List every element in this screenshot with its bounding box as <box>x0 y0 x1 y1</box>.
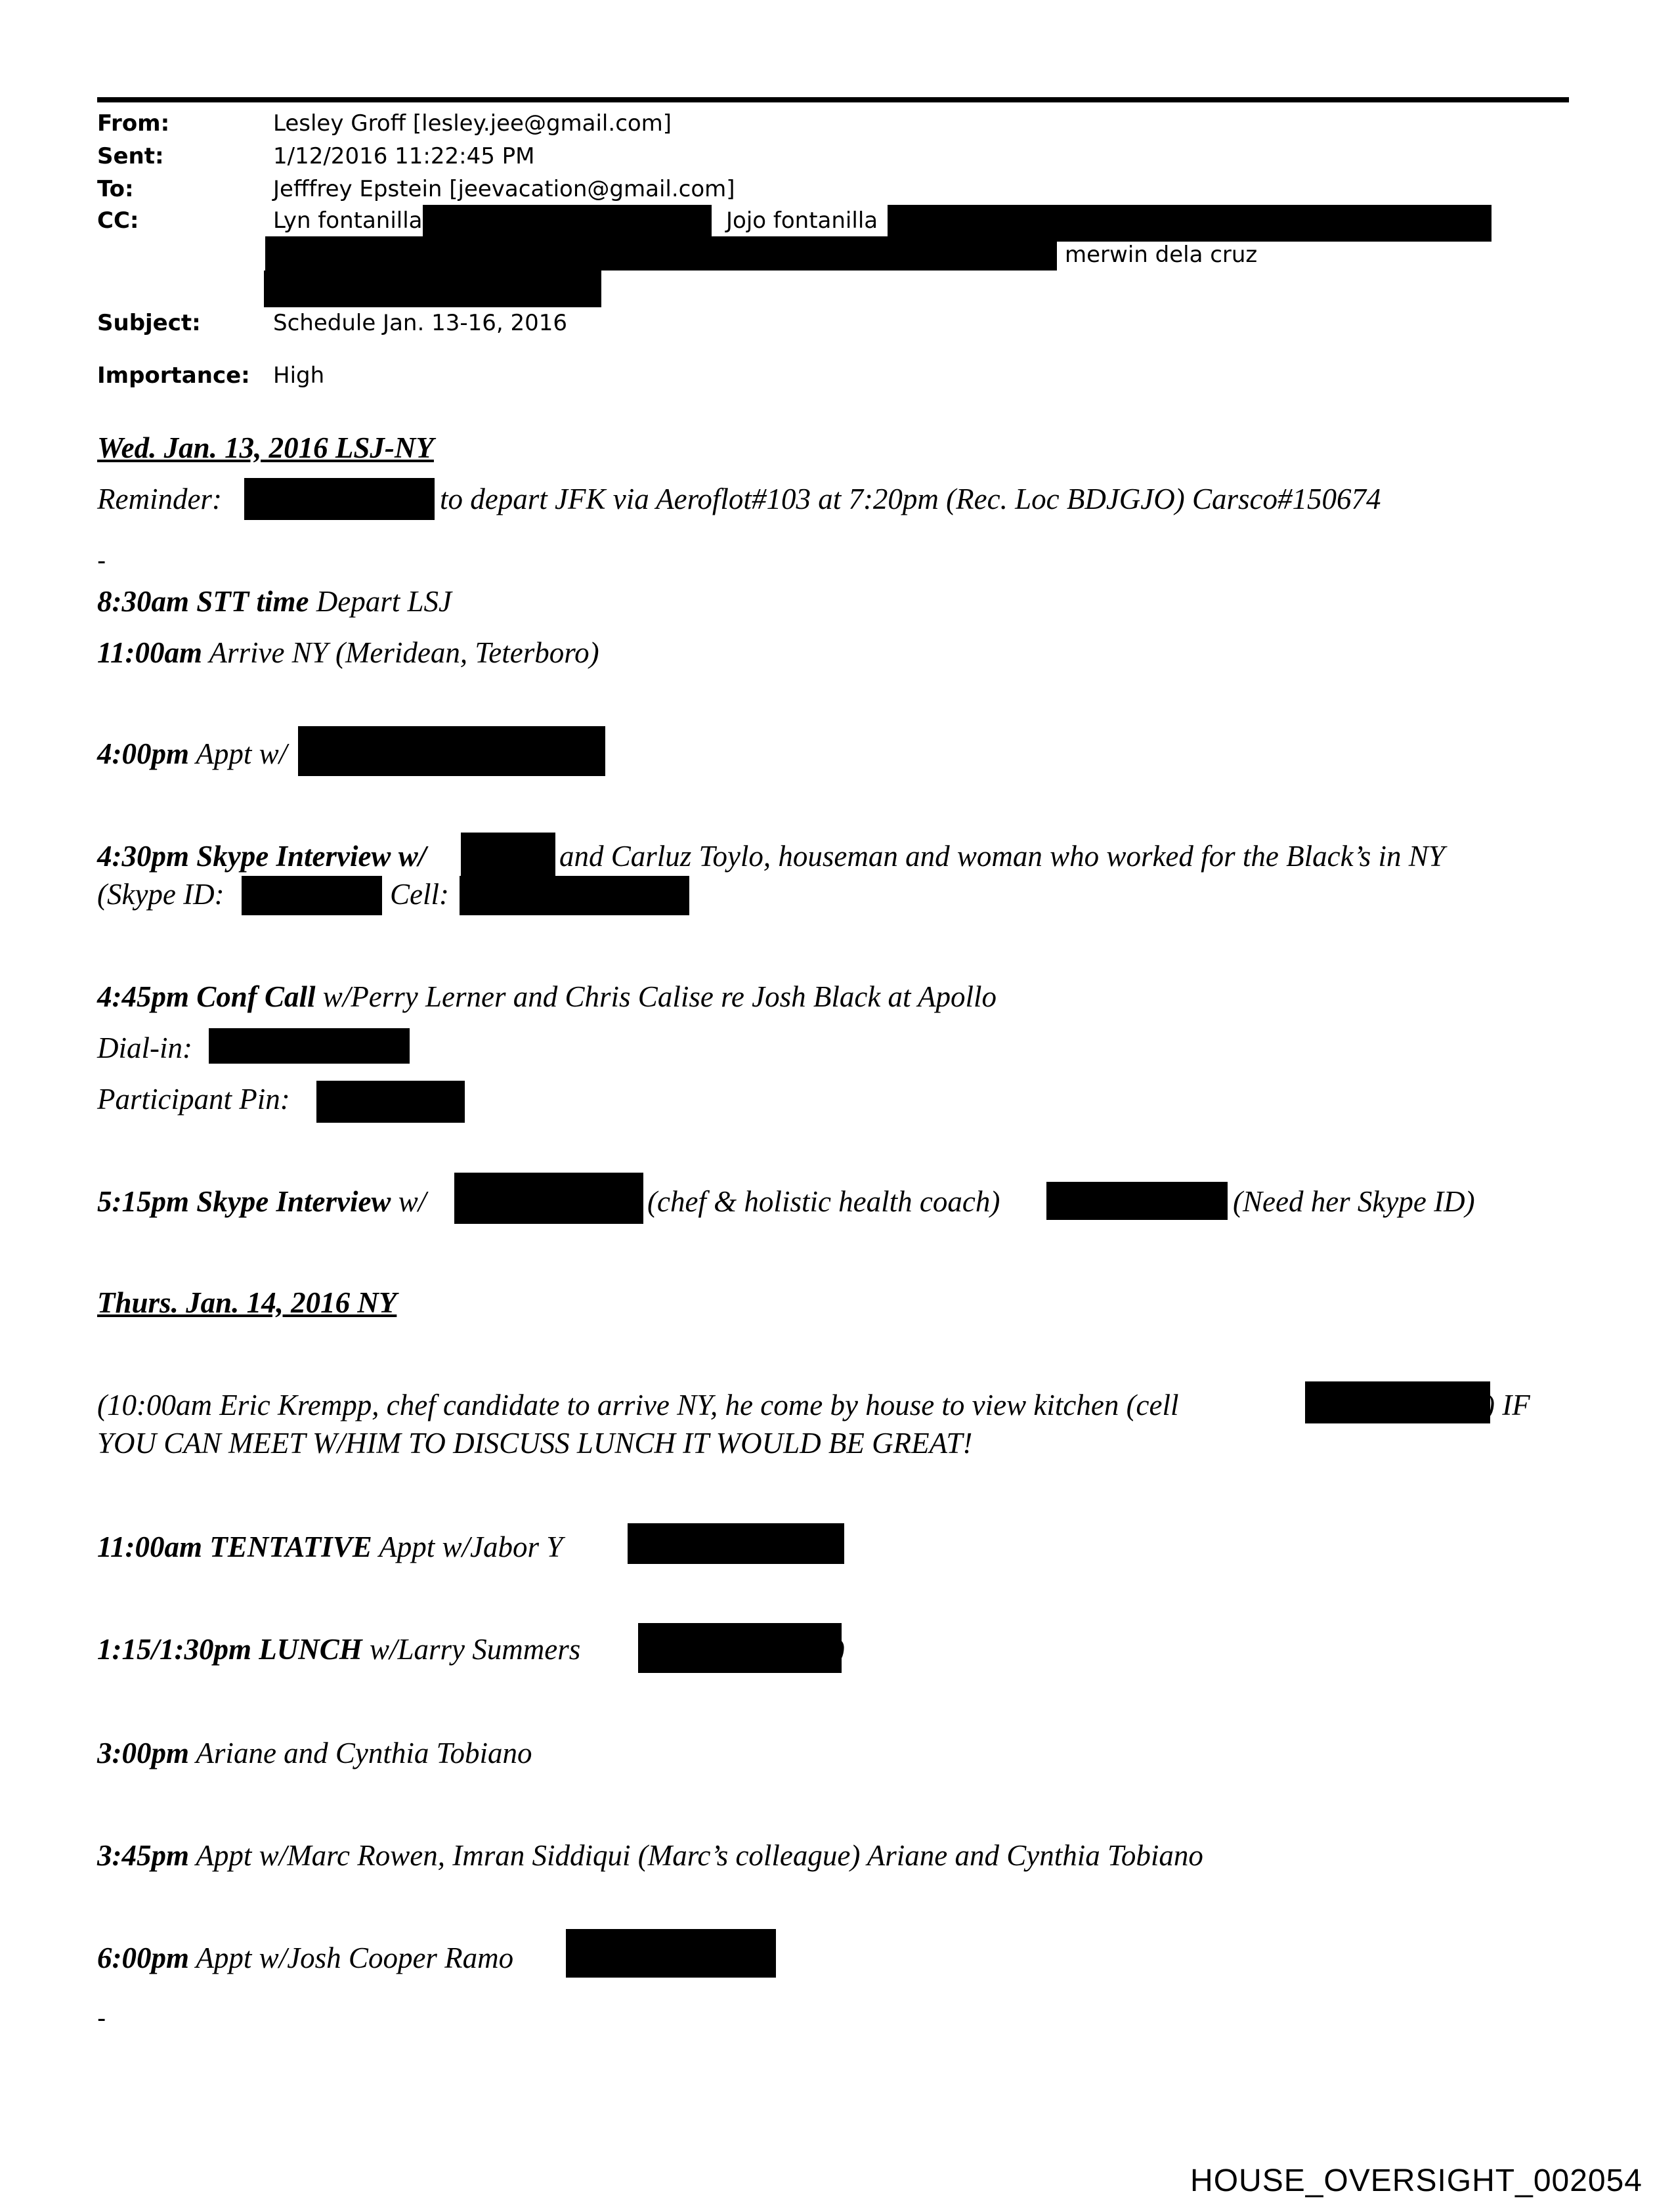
dial-in-label: Dial-in: <box>97 1031 192 1064</box>
item-text: ) <box>835 1633 845 1666</box>
cc-name-1: Lyn fontanilla <box>273 207 423 234</box>
schedule-item <box>97 1736 532 1770</box>
item-time: 4:00pm <box>97 737 189 770</box>
schedule-item-text: ) IF <box>1485 1389 1530 1421</box>
redaction-box <box>460 876 689 915</box>
pin-label: Participant Pin: <box>97 1083 290 1116</box>
item-text: Appt w/Jabor Y <box>372 1530 563 1563</box>
reminder-text: to depart JFK via Aeroflot#103 at 7:20pm (Rec. Loc BDJGJO) Carsco#150674 <box>440 483 1381 515</box>
redaction-box <box>209 1028 410 1064</box>
redaction-box <box>298 726 605 776</box>
item-time: 6:00pm <box>97 1941 189 1974</box>
item-text: (Need her Skype ID) <box>1233 1185 1475 1218</box>
schedule-item <box>97 1184 426 1219</box>
cc-name-3: merwin dela cruz <box>1065 242 1258 268</box>
schedule-item <box>97 980 997 1014</box>
cell-label: Cell: <box>390 878 449 911</box>
schedule-item <box>97 1632 580 1666</box>
item-text: Appt w/Marc Rowen, Imran Siddiqui (Marc’s colleague) Ariane and Cynthia Tobiano <box>189 1839 1203 1872</box>
cc-name-2: Jojo fontanilla <box>726 207 878 234</box>
schedule-item-text: (10:00am Eric Krempp, chef candidate to arrive NY, he come by house to view kitchen (cell <box>97 1389 1179 1421</box>
item-text: Ariane and Cynthia Tobiano <box>189 1737 532 1769</box>
redaction-box <box>566 1929 776 1978</box>
redaction-box <box>461 833 555 877</box>
item-time: 5:15pm Skype Interview <box>97 1185 391 1218</box>
importance-value: High <box>273 362 325 389</box>
item-text: and Carluz Toylo, houseman and woman who worked for the Black’s in NY <box>559 840 1445 873</box>
sent-value: 1/12/2016 11:22:45 PM <box>273 143 535 169</box>
to-label: To: <box>97 176 134 202</box>
bates-number: HOUSE_OVERSIGHT_002054 <box>1190 2163 1642 2198</box>
reminder-label: Reminder: <box>97 483 222 515</box>
redaction-box <box>264 271 601 307</box>
cc-label: CC: <box>97 207 139 234</box>
item-time: 11:00am TENTATIVE <box>97 1530 372 1563</box>
from-value: Lesley Groff [lesley.jee@gmail.com] <box>273 110 672 137</box>
item-time: 3:00pm <box>97 1737 189 1769</box>
redaction-box <box>423 205 712 238</box>
item-time: 4:45pm Conf Call <box>97 980 316 1013</box>
item-text: w/Perry Lerner and Chris Calise re Josh Black at Apollo <box>315 980 997 1013</box>
schedule-item-text: YOU CAN MEET W/HIM TO DISCUSS LUNCH IT WOULD BE GREAT! <box>97 1427 973 1460</box>
redaction-box <box>628 1523 844 1564</box>
day2-heading: Thurs. Jan. 14, 2016 NY <box>97 1286 397 1319</box>
subject-label: Subject: <box>97 310 201 336</box>
item-time: 3:45pm <box>97 1839 189 1872</box>
item-time: 11:00am <box>97 636 203 669</box>
item-text: Appt w/ <box>189 737 288 770</box>
day1-heading: Wed. Jan. 13, 2016 LSJ-NY <box>97 431 434 464</box>
importance-label: Importance: <box>97 362 250 389</box>
subject-value: Schedule Jan. 13-16, 2016 <box>273 310 568 336</box>
redaction-box <box>454 1173 643 1224</box>
separator-dash: - <box>97 546 106 575</box>
redaction-box <box>265 236 1057 271</box>
schedule-item <box>97 737 287 771</box>
schedule-item <box>97 1941 513 1975</box>
item-time: 1:15/1:30pm LUNCH <box>97 1633 362 1666</box>
item-text: w/ <box>391 1185 427 1218</box>
schedule-item <box>97 584 452 618</box>
item-time: 8:30am STT time <box>97 585 309 618</box>
redaction-box <box>638 1623 842 1673</box>
schedule-item <box>97 839 426 873</box>
schedule-item <box>97 636 599 670</box>
schedule-item <box>97 1530 563 1564</box>
redaction-box <box>1046 1182 1228 1220</box>
item-time: 4:30pm Skype Interview w/ <box>97 840 427 873</box>
item-text: (chef & holistic health coach) <box>647 1185 1000 1218</box>
redaction-box <box>316 1081 465 1123</box>
redaction-box <box>244 478 435 520</box>
from-label: From: <box>97 110 170 137</box>
item-text: Depart LSJ <box>309 585 452 618</box>
redaction-box <box>1305 1381 1490 1423</box>
header-rule <box>97 97 1569 102</box>
schedule-item <box>97 1838 1203 1873</box>
item-text: Appt w/Josh Cooper Ramo <box>189 1941 514 1974</box>
skype-id-label: (Skype ID: <box>97 878 225 911</box>
item-text: w/Larry Summers <box>362 1633 581 1666</box>
to-value: Jefffrey Epstein [jeevacation@gmail.com] <box>273 176 735 202</box>
redaction-box <box>242 876 382 915</box>
item-text: Arrive NY (Meridean, Teterboro) <box>202 636 599 669</box>
sent-label: Sent: <box>97 143 164 169</box>
separator-dash: - <box>97 2004 106 2033</box>
